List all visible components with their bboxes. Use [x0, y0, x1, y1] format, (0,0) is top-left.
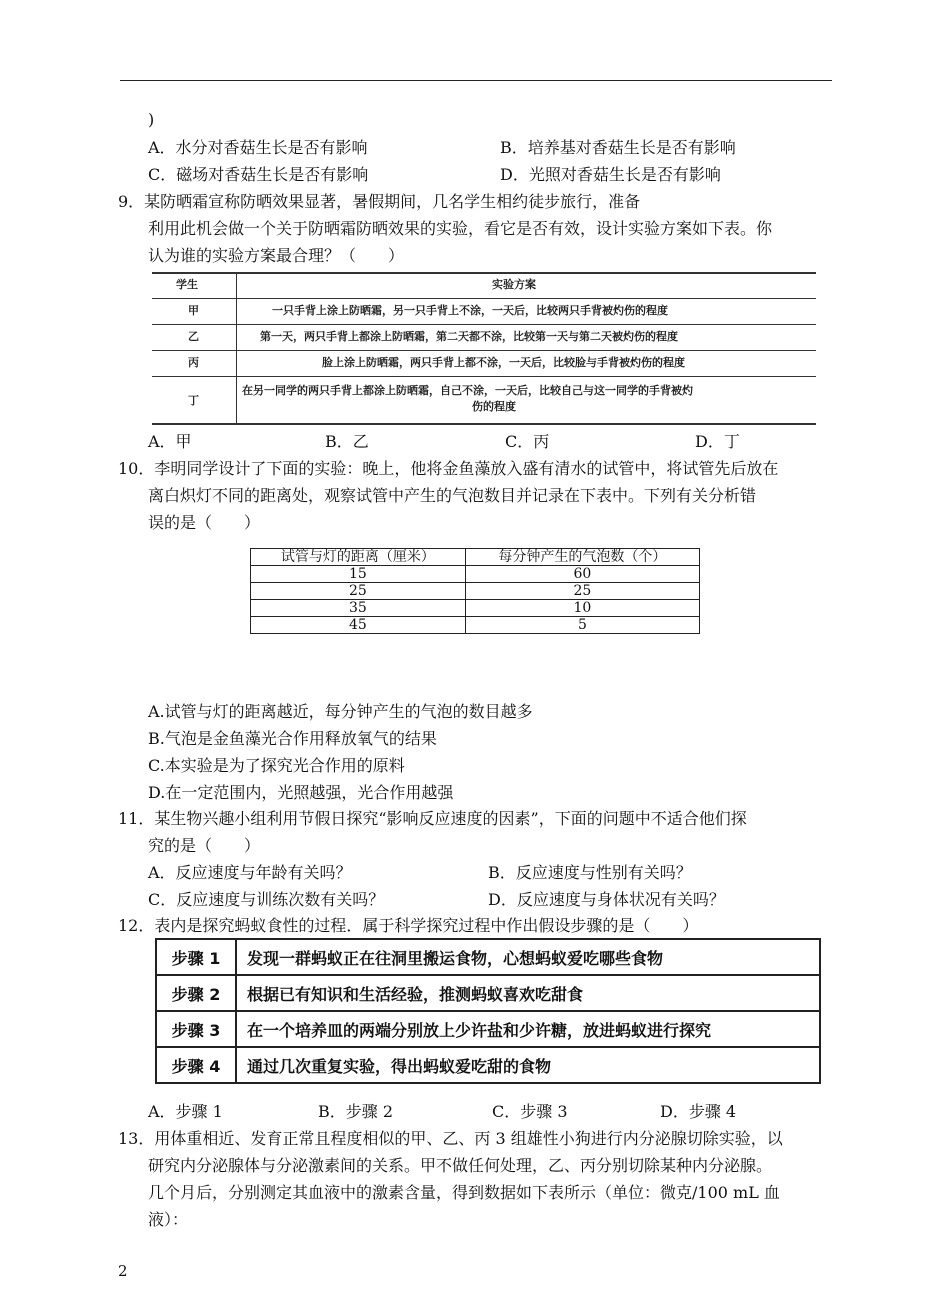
- q9-stem-line3: 认为谁的实验方案最合理？（ ）: [148, 246, 405, 265]
- q12-option-a: A．步骤 1: [148, 1102, 223, 1121]
- q8-option-b: B．培养基对香菇生长是否有影响: [500, 138, 736, 157]
- q8-option-c: C．磁场对香菇生长是否有影响: [148, 165, 369, 184]
- table-row: [251, 600, 700, 617]
- sunscreen-plan-cont: 伤的程度: [472, 400, 516, 413]
- sunscreen-header-plan: 实验方案: [492, 278, 536, 291]
- sunscreen-student: 乙: [188, 330, 199, 343]
- q10-option-a: A.试管与灯的距离越近，每分钟产生的气泡的数目越多: [148, 702, 533, 721]
- bubble-header-distance: 试管与灯的距离（厘米）: [251, 549, 466, 566]
- sunscreen-plan: 在另一同学的两只手背上都涂上防晒霜，自己不涂，一天后，比较自己与这一同学的手背被灼: [242, 384, 693, 397]
- q10-option-c: C.本实验是为了探究光合作用的原料: [148, 756, 405, 775]
- ant-step-text: 在一个培养皿的两端分别放上少许盐和少许糖，放进蚂蚁进行探究: [236, 1011, 820, 1047]
- q9-option-c: C．丙: [505, 432, 550, 451]
- table-row: [156, 975, 820, 1011]
- q13-stem-line2: 研究内分泌腺体与分泌激素间的关系。甲不做任何处理，乙、丙分别切除某种内分泌腺。: [148, 1156, 773, 1175]
- bubble-distance: 35: [251, 600, 466, 617]
- table-row: [156, 1047, 820, 1083]
- ant-step-label: 步骤 4: [156, 1047, 236, 1083]
- sunscreen-table: [152, 272, 816, 424]
- table-row: [251, 583, 700, 600]
- q9-option-a: A．甲: [148, 432, 192, 451]
- q8-option-d: D．光照对香菇生长是否有影响: [500, 165, 721, 184]
- q11-option-a: A．反应速度与年龄有关吗？: [148, 863, 352, 882]
- q10-stem-line1: 10．李明同学设计了下面的实验：晚上，他将金鱼藻放入盛有清水的试管中，将试管先后放在: [118, 459, 779, 478]
- sunscreen-plan: 第一天，两只手背上都涂上防晒霜，第二天都不涂，比较第一天与第二天被灼伤的程度: [260, 330, 678, 343]
- bubble-header-count: 每分钟产生的气泡数（个）: [465, 549, 699, 566]
- sunscreen-header-student: 学生: [176, 278, 198, 291]
- q8-option-a: A．水分对香菇生长是否有影响: [148, 138, 368, 157]
- q13-stem-line1: 13．用体重相近、发育正常且程度相似的甲、乙、丙 3 组雄性小狗进行内分泌腺切除实验，以: [118, 1129, 783, 1148]
- q10-option-d: D.在一定范围内，光照越强，光合作用越强: [148, 783, 454, 802]
- q9-option-b: B．乙: [325, 432, 369, 451]
- sunscreen-plan: 一只手背上涂上防晒霜，另一只手背上不涂，一天后，比较两只手背被灼伤的程度: [272, 304, 668, 317]
- table-row: [251, 549, 700, 566]
- ant-step-text: 发现一群蚂蚁正在往洞里搬运食物，心想蚂蚁爱吃哪些食物: [236, 939, 820, 975]
- table-row: [251, 617, 700, 634]
- table-row: [156, 939, 820, 975]
- q9-stem-line1: 9．某防晒霜宣称防晒效果显著，暑假期间，几名学生相约徒步旅行，准备: [118, 192, 641, 211]
- sunscreen-student: 丁: [188, 394, 199, 407]
- bubble-count: 25: [465, 583, 699, 600]
- bubble-distance: 15: [251, 566, 466, 583]
- q12-option-c: C．步骤 3: [492, 1102, 568, 1121]
- q13-stem-line4: 液）：: [148, 1210, 189, 1229]
- bubble-table: [250, 548, 700, 634]
- bubble-count: 60: [465, 566, 699, 583]
- q10-stem-line2: 离白炽灯不同的距离处，观察试管中产生的气泡数目并记录在下表中。下列有关分析错: [148, 486, 757, 505]
- q9-option-d: D．丁: [695, 432, 740, 451]
- q12-option-b: B．步骤 2: [318, 1102, 394, 1121]
- q8-tail: ): [148, 110, 155, 129]
- ant-step-label: 步骤 1: [156, 939, 236, 975]
- sunscreen-student: 丙: [188, 356, 199, 369]
- q11-option-b: B．反应速度与性别有关吗？: [488, 863, 692, 882]
- q10-stem-line3: 误的是（ ）: [148, 513, 261, 532]
- table-row: [156, 1011, 820, 1047]
- q12-option-d: D．步骤 4: [660, 1102, 737, 1121]
- q13-stem-line3: 几个月后，分别测定其血液中的激素含量，得到数据如下表所示（单位：微克/100 mL 血: [148, 1183, 780, 1202]
- ant-steps-table: [155, 938, 821, 1084]
- sunscreen-plan: 脸上涂上防晒霜，两只手背上都不涂，一天后，比较脸与手背被灼伤的程度: [322, 356, 685, 369]
- sunscreen-student: 甲: [188, 304, 199, 317]
- bubble-count: 5: [465, 617, 699, 634]
- ant-step-text: 根据已有知识和生活经验，推测蚂蚁喜欢吃甜食: [236, 975, 820, 1011]
- q11-stem-line2: 究的是（ ）: [148, 836, 261, 855]
- q12-stem: 12．表内是探究蚂蚁食性的过程．属于科学探究过程中作出假设步骤的是（ ）: [118, 916, 699, 935]
- ant-step-label: 步骤 2: [156, 975, 236, 1011]
- q10-option-b: B.气泡是金鱼藻光合作用释放氧气的结果: [148, 729, 437, 748]
- table-row: [251, 566, 700, 583]
- bubble-distance: 25: [251, 583, 466, 600]
- page-number: 2: [118, 1262, 128, 1280]
- header-rule: [120, 80, 832, 81]
- q11-option-c: C．反应速度与训练次数有关吗？: [148, 890, 385, 909]
- q11-option-d: D．反应速度与身体状况有关吗？: [488, 890, 725, 909]
- bubble-distance: 45: [251, 617, 466, 634]
- bubble-count: 10: [465, 600, 699, 617]
- q9-stem-line2: 利用此机会做一个关于防晒霜防晒效果的实验，看它是否有效，设计实验方案如下表。你: [148, 219, 773, 238]
- ant-step-text: 通过几次重复实验，得出蚂蚁爱吃甜的食物: [236, 1047, 820, 1083]
- ant-step-label: 步骤 3: [156, 1011, 236, 1047]
- q11-stem-line1: 11．某生物兴趣小组利用节假日探究“影响反应速度的因素”，下面的问题中不适合他们探: [118, 809, 747, 828]
